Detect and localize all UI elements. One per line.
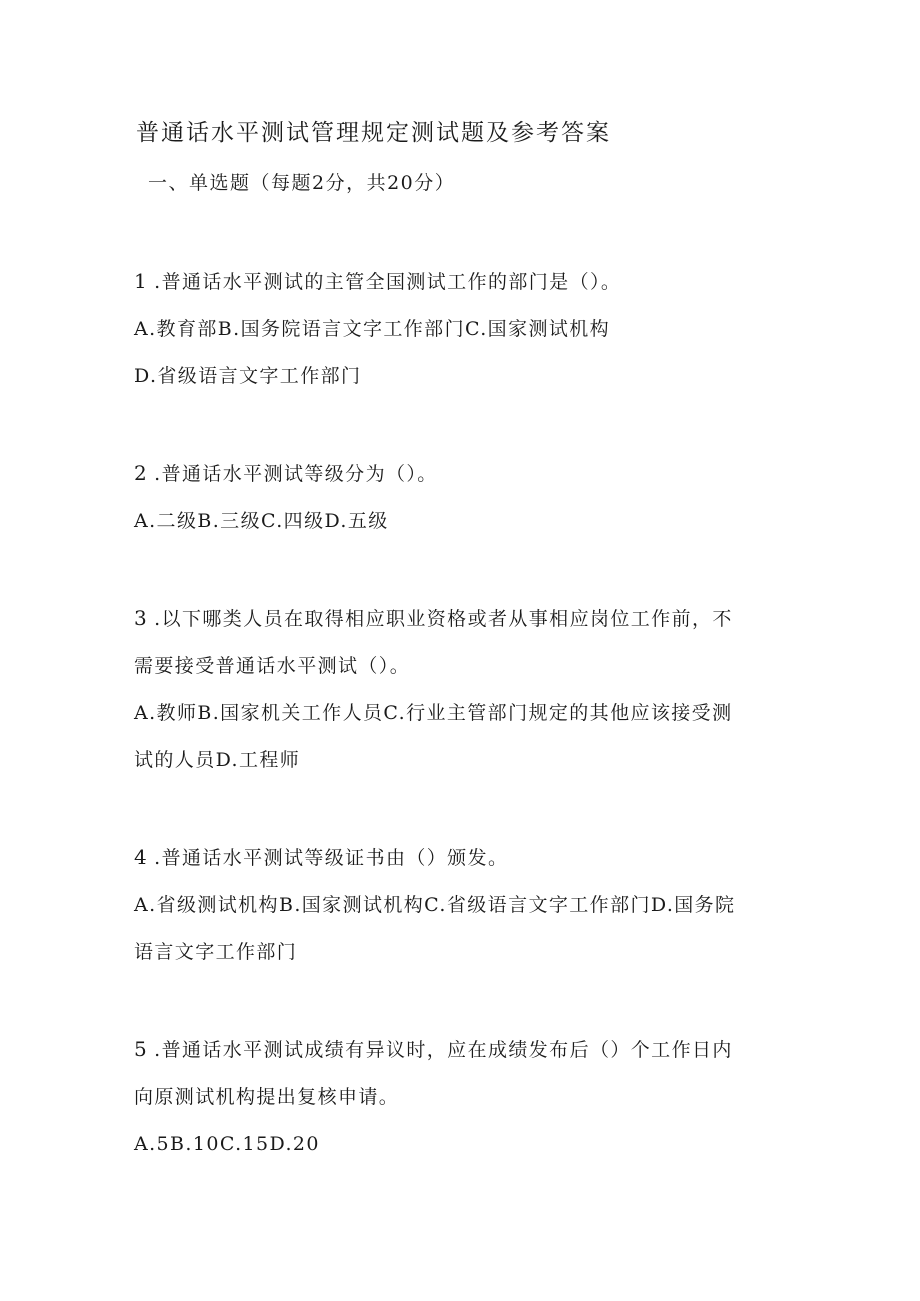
question-options: A.5B.10C.15D.20 [134, 1133, 320, 1155]
document-title: 普通话水平测试管理规定测试题及参考答案 [136, 120, 611, 146]
question-text: .以下哪类人员在取得相应职业资格或者从事相应岗位工作前，不 [154, 608, 733, 630]
question-number: 4 [134, 845, 149, 869]
question-1 [134, 258, 794, 400]
question-list [134, 258, 794, 1218]
question-number: 5 [134, 1037, 149, 1061]
question-text: .普通话水平测试成绩有异议时，应在成绩发布后（）个工作日内 [154, 1039, 733, 1061]
question-stem [134, 258, 794, 306]
question-5 [134, 1026, 794, 1168]
question-text: .普通话水平测试的主管全国测试工作的部门是（）。 [154, 271, 622, 293]
question-number: 1 [134, 269, 149, 293]
question-stem [134, 595, 794, 643]
question-options-cont: D.省级语言文字工作部门 [134, 365, 362, 387]
question-4 [134, 834, 794, 976]
question-text-cont: 向原测试机构提出复核申请。 [134, 1086, 400, 1108]
question-options: A.二级B.三级C.四级D.五级 [134, 510, 389, 532]
question-number: 2 [134, 461, 149, 485]
question-options: A.教育部B.国务院语言文字工作部门C.国家测试机构 [134, 318, 611, 340]
section-heading: 一、单选题（每题2分，共20分） [148, 172, 456, 194]
question-options: A.教师B.国家机关工作人员C.行业主管部门规定的其他应该接受测 [134, 702, 733, 724]
question-stem [134, 450, 794, 498]
question-2 [134, 450, 794, 545]
question-3 [134, 595, 794, 784]
question-text-cont: 需要接受普通话水平测试（）。 [134, 655, 411, 677]
question-stem [134, 834, 794, 882]
question-number: 3 [134, 606, 149, 630]
question-stem [134, 1026, 794, 1074]
question-options: A.省级测试机构B.国家测试机构C.省级语言文字工作部门D.国务院 [134, 894, 736, 916]
question-text: .普通话水平测试等级证书由（）颁发。 [154, 847, 509, 869]
question-options-cont: 语言文字工作部门 [134, 941, 298, 963]
question-text: .普通话水平测试等级分为（）。 [154, 463, 438, 485]
question-options-cont: 试的人员D.工程师 [134, 749, 301, 771]
